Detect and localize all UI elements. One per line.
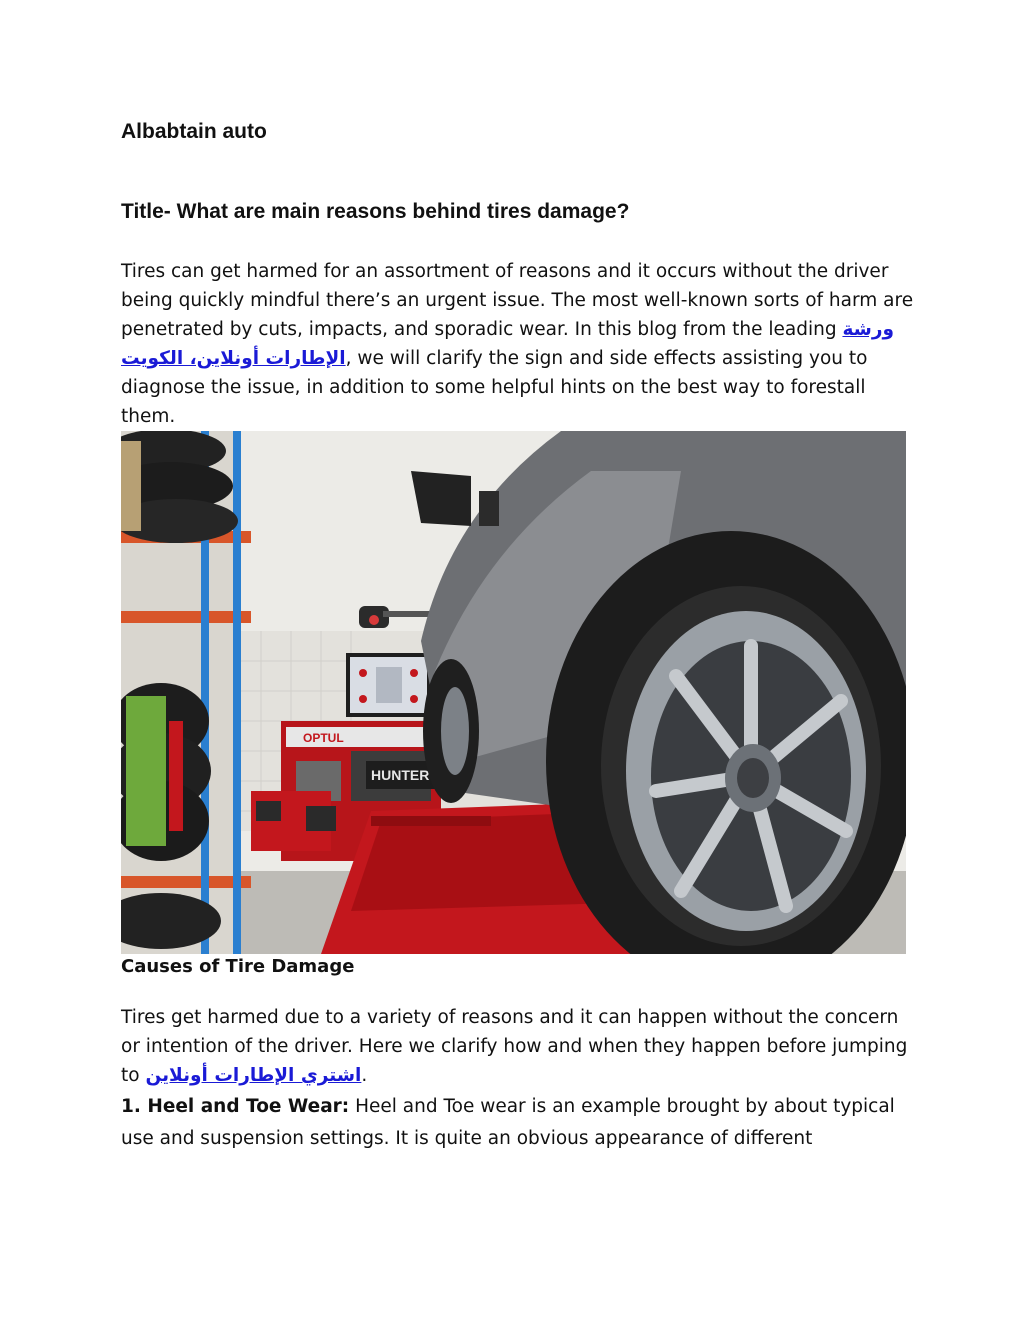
heel-toe-paragraph: [121, 1091, 921, 1155]
tire-workshop-link[interactable]: ورشة الإطارات أونلاين، الكويت: [121, 319, 895, 369]
alignment-monitor: [346, 653, 431, 717]
causes-text-end: .: [361, 1065, 368, 1086]
item-label: 1. Heel and Toe Wear:: [121, 1096, 350, 1117]
intro-text-start: Tires can get harmed for an assortment of reasons and it occurs without the driver being quickly mindful there’s an urgent issue. The most well-known sorts of harm are penetrated by cuts, impacts, and sporadic wear. In this blog from the leading: [121, 261, 914, 340]
section-heading: Causes of Tire Damage: [121, 956, 355, 977]
intro-paragraph: [121, 257, 921, 431]
causes-paragraph: [121, 1003, 921, 1090]
buy-tires-link[interactable]: اشتري الإطارات أونلاين: [145, 1065, 362, 1086]
tire-rack: [121, 431, 251, 954]
monitor-brand: HUNTER: [371, 767, 430, 783]
page-title: Title- What are main reasons behind tires damage?: [121, 200, 630, 223]
company-name: Albabtain auto: [121, 120, 267, 143]
causes-text-start: Tires get harmed due to a variety of reasons and it can happen without the concern or intention of the driver. Here we clarify how and when they happen before jumping to: [121, 1007, 908, 1086]
item-text: Heel and Toe wear is an example brought by about typical use and suspension settings. It is quite an obvious appearance of different: [121, 1096, 895, 1149]
intro-text-end: , we will clarify the sign and side effects assisting you to diagnose the issue, in addition to some helpful hints on the best way to forestall them.: [121, 348, 868, 427]
banner-text: OPTUL: [303, 731, 344, 745]
tire-service-photo: [121, 431, 906, 954]
